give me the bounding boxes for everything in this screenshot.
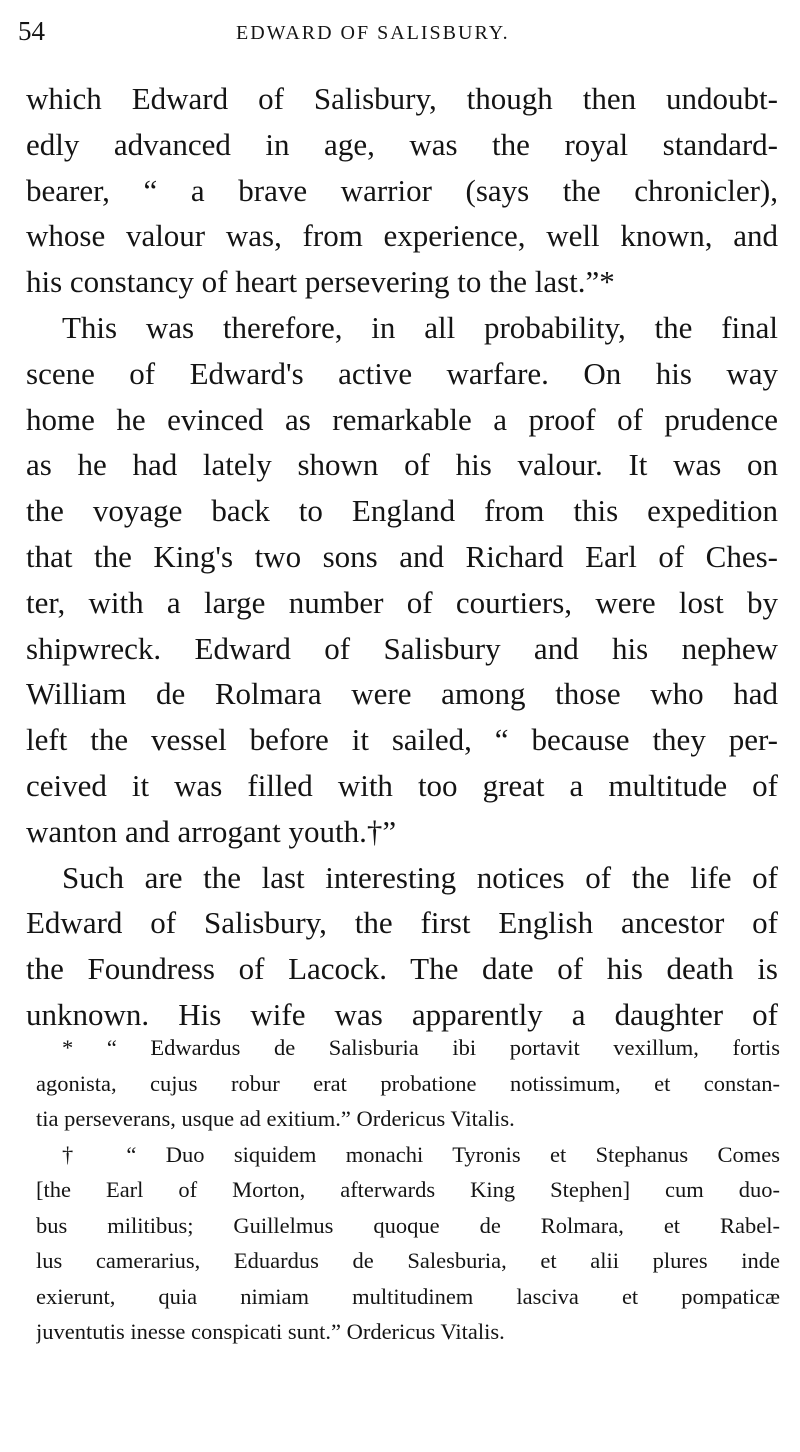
body-line: as he had lately shown of his valour. It was on xyxy=(26,447,778,483)
body-line: that the King's two sons and Richard Earl of Ches- xyxy=(26,538,778,574)
page-header xyxy=(18,14,778,54)
body-line: whose valour was, from experience, well known, and xyxy=(26,218,778,254)
body-line: Such are the last interesting notices of the life of xyxy=(62,859,778,895)
body-text xyxy=(26,76,778,1038)
body-line: wanton and arrogant youth.†” xyxy=(26,813,397,849)
footnotes xyxy=(36,1030,780,1350)
body-line: scene of Edward's active warfare. On his way xyxy=(26,355,778,391)
footnote-line: exierunt, quia nimiam multitudinem lasciva et pompaticæ xyxy=(36,1283,780,1309)
footnote-line: agonista, cujus robur erat probatione notissimum, et constan- xyxy=(36,1070,780,1096)
body-line: ceived it was filled with too great a multitude of xyxy=(26,767,778,803)
body-line: the Foundress of Lacock. The date of his death is xyxy=(26,951,778,987)
footnote-line: lus camerarius, Eduardus de Salesburia, et alii plures inde xyxy=(36,1248,780,1273)
body-line: unknown. His wife was apparently a daughter of xyxy=(26,996,778,1032)
body-line: ter, with a large number of courtiers, were lost by xyxy=(26,584,778,620)
body-line: his constancy of heart persevering to the last.”* xyxy=(26,264,615,300)
body-line: This was therefore, in all probability, the final xyxy=(62,309,778,345)
body-line: bearer, “ a brave warrior (says the chronicler), xyxy=(26,172,778,208)
body-line: home he evinced as remarkable a proof of prudence xyxy=(26,401,778,437)
body-line: Edward of Salisbury, the first English ancestor of xyxy=(26,905,778,941)
body-line: which Edward of Salisbury, though then undoubt- xyxy=(26,81,778,116)
body-line: shipwreck. Edward of Salisbury and his nephew xyxy=(26,630,778,666)
footnote-line: juventutis inesse conspicati sunt.” Ordericus Vitalis. xyxy=(36,1319,505,1344)
body-line: the voyage back to England from this expedition xyxy=(26,493,778,529)
page-number: 54 xyxy=(18,16,45,46)
footnote-line: [the Earl of Morton, afterwards King Stephen] cum duo- xyxy=(36,1177,780,1202)
footnote-line: † “ Duo siquidem monachi Tyronis et Stephanus Comes xyxy=(62,1141,780,1167)
footnote-line: tia perseverans, usque ad exitium.” Ordericus Vitalis. xyxy=(36,1106,515,1131)
footnote-line: * “ Edwardus de Salisburia ibi portavit vexillum, fortis xyxy=(62,1035,780,1060)
body-line: edly advanced in age, was the royal standard- xyxy=(26,126,778,162)
body-line: left the vessel before it sailed, “ because they per- xyxy=(26,722,778,758)
body-line: William de Rolmara were among those who had xyxy=(26,676,778,712)
footnote-line: bus militibus; Guillelmus quoque de Rolmara, et Rabel- xyxy=(36,1212,780,1238)
running-head: EDWARD OF SALISBURY. xyxy=(236,22,510,44)
